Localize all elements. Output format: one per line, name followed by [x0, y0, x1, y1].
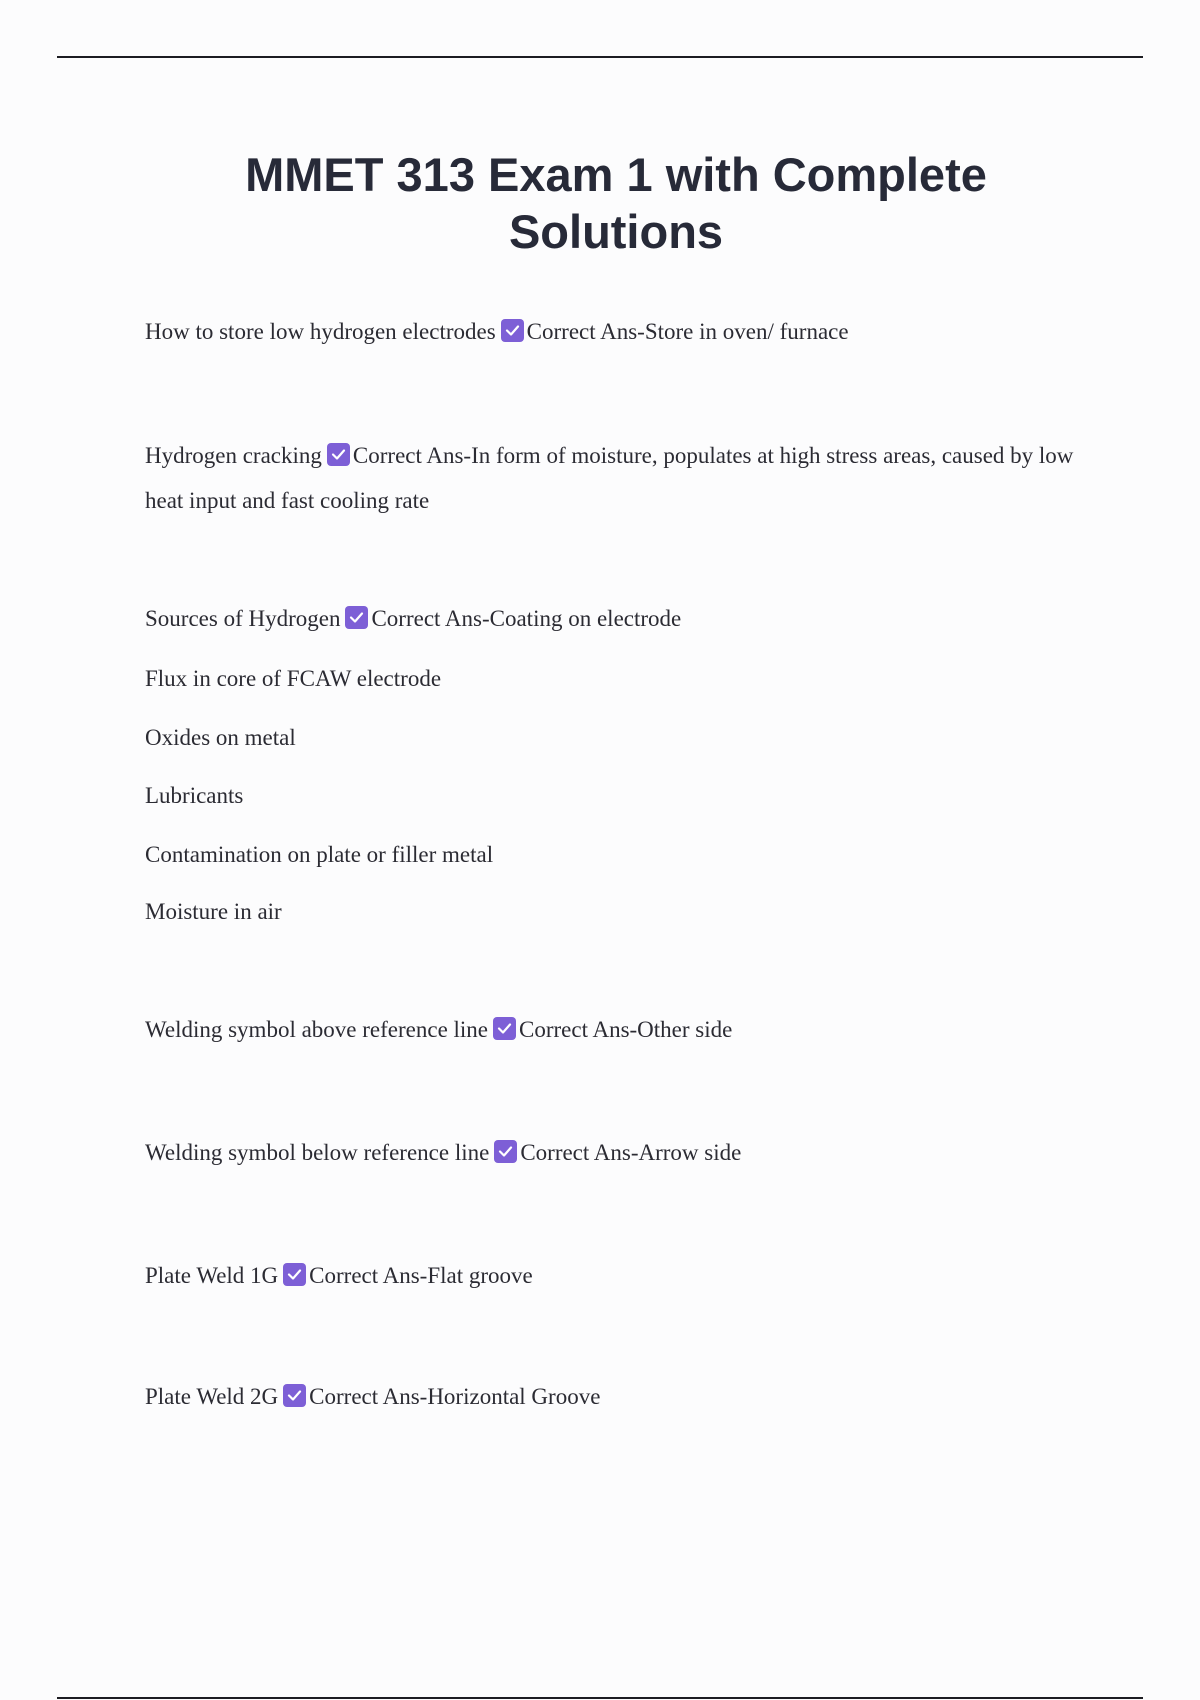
question-text: Welding symbol below reference line [145, 1140, 490, 1165]
question-text: How to store low hydrogen electrodes [145, 319, 496, 344]
qa-item [145, 1130, 1095, 1175]
qa-item [145, 309, 1095, 354]
answer-continuation-line: Moisture in air [145, 899, 282, 924]
answer-text: Correct Ans-Flat groove [309, 1263, 533, 1288]
answer-continuation-line: Lubricants [145, 783, 244, 808]
top-rule [57, 56, 1143, 58]
qa-item [145, 1007, 1095, 1052]
answer-text: Correct Ans-Arrow side [520, 1140, 742, 1165]
checkbox-checked-icon [283, 1384, 306, 1407]
answer-text: Correct Ans-Coating on electrode [371, 606, 682, 631]
question-text: Plate Weld 1G [145, 1263, 279, 1288]
qa-item [145, 1253, 1095, 1298]
answer-text: Correct Ans-Other side [519, 1017, 733, 1042]
question-text: Plate Weld 2G [145, 1384, 279, 1409]
checkbox-checked-icon [493, 1017, 516, 1040]
qa-item [145, 1374, 1095, 1419]
answer-text: Correct Ans-In form of moisture, populates at high stress areas, caused by low heat input and fast cooling rate [145, 443, 1074, 513]
answer-continuation-line: Oxides on metal [145, 725, 296, 750]
page-title: MMET 313 Exam 1 with Complete Solutions [245, 148, 987, 258]
checkbox-checked-icon [327, 443, 350, 466]
answer-continuation-line: Contamination on plate or filler metal [145, 842, 494, 867]
bottom-rule [57, 1697, 1143, 1699]
question-text: Hydrogen cracking [145, 443, 322, 468]
checkbox-checked-icon [283, 1263, 306, 1286]
question-text: Sources of Hydrogen [145, 606, 341, 631]
qa-item [145, 596, 1095, 641]
answer-text: Correct Ans-Store in oven/ furnace [526, 319, 849, 344]
qa-item [145, 433, 1095, 523]
checkbox-checked-icon [494, 1140, 517, 1163]
answer-text: Correct Ans-Horizontal Groove [309, 1384, 601, 1409]
checkbox-checked-icon [501, 319, 524, 342]
question-text: Welding symbol above reference line [145, 1017, 489, 1042]
checkbox-checked-icon [345, 606, 368, 629]
answer-continuation-line: Flux in core of FCAW electrode [145, 666, 442, 691]
